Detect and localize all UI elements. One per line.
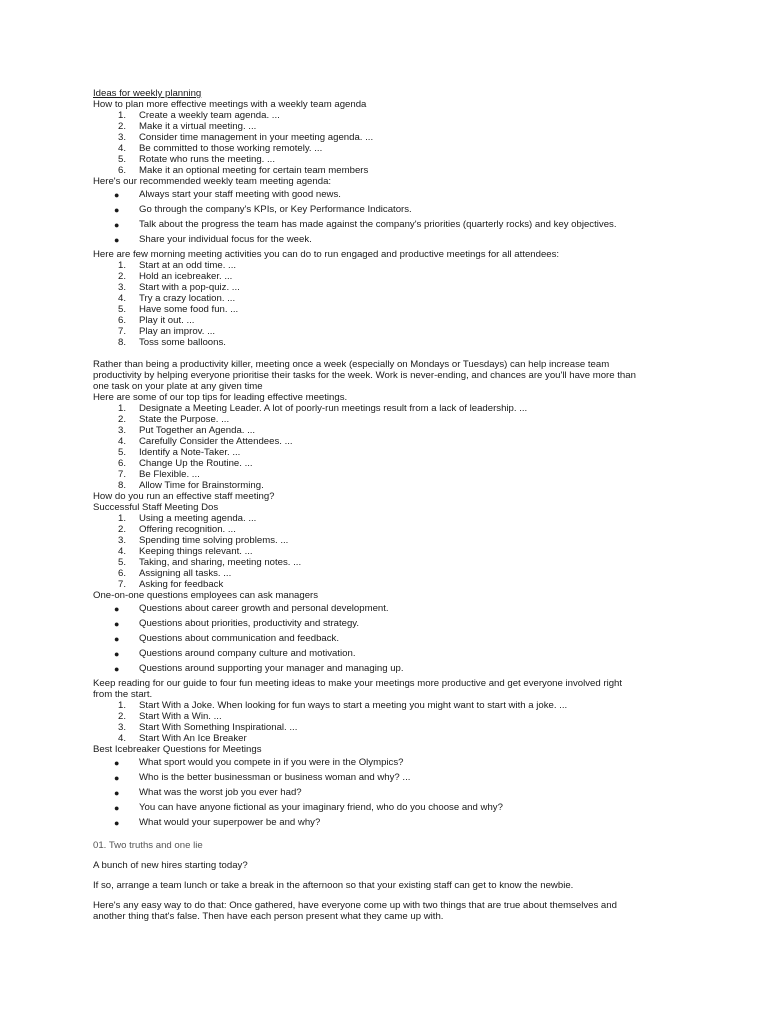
list-item-text: Identify a Note-Taker. ...	[139, 447, 241, 458]
list-item-text: Start With Something Inspirational. ...	[139, 722, 298, 733]
document-body	[93, 88, 643, 922]
list-item	[93, 154, 643, 165]
list-number: 1.	[117, 513, 126, 524]
list-item-text: Hold an icebreaker. ...	[139, 271, 233, 282]
list-item	[93, 315, 643, 326]
list-number: 2.	[117, 711, 126, 722]
list-item-text: Be Flexible. ...	[139, 469, 200, 480]
list-item-text: Carefully Consider the Attendees. ...	[139, 436, 293, 447]
list-item	[93, 326, 643, 337]
list-item-text: Have some food fun. ...	[139, 304, 239, 315]
list-number: 5.	[117, 447, 126, 458]
list-item-text: Start With An Ice Breaker	[139, 733, 247, 744]
list-number: 5.	[117, 304, 126, 315]
bullet-icon: ●	[114, 649, 120, 659]
section-heading: Best Icebreaker Questions for Meetings	[93, 744, 262, 755]
list-item-text: Spending time solving problems. ...	[139, 535, 289, 546]
list-number: 6.	[117, 165, 126, 176]
numbered-list	[93, 110, 643, 176]
list-item	[93, 110, 643, 121]
section-heading: Here are few morning meeting activities you can do to run engaged and productive meetings for all attendees:	[93, 249, 560, 260]
list-item-text: Create a weekly team agenda. ...	[139, 110, 280, 121]
list-number: 2.	[117, 271, 126, 282]
list-number: 5.	[117, 154, 126, 165]
list-item-text: Using a meeting agenda. ...	[139, 513, 257, 524]
list-number: 6.	[117, 315, 126, 326]
list-item-text: Share your individual focus for the week.	[139, 234, 312, 245]
paragraph: Here's any easy way to do that: Once gathered, have everyone come up with two things that are true about themselves and another thing that's false. Then have each person present what they came up with.	[93, 900, 617, 922]
list-item	[93, 143, 643, 154]
list-number: 1.	[117, 260, 126, 271]
list-item	[93, 524, 643, 535]
list-item-text: State the Purpose. ...	[139, 414, 230, 425]
paragraph: A bunch of new hires starting today?	[93, 860, 248, 871]
list-item-text: Keeping things relevant. ...	[139, 546, 253, 557]
list-item-text: Go through the company's KPIs, or Key Performance Indicators.	[139, 204, 412, 215]
list-item	[93, 700, 643, 711]
list-item	[93, 632, 643, 647]
list-item-text: What sport would you compete in if you were in the Olympics?	[139, 757, 404, 768]
list-item	[93, 203, 643, 218]
bullet-icon: ●	[114, 773, 120, 783]
list-item	[93, 711, 643, 722]
bullet-list	[93, 756, 643, 831]
section-heading: How do you run an effective staff meeting?	[93, 491, 275, 502]
list-item-text: Start at an odd time. ...	[139, 260, 237, 271]
list-item	[93, 165, 643, 176]
list-item	[93, 337, 643, 348]
numbered-list	[93, 403, 643, 491]
list-item	[93, 469, 643, 480]
list-item	[93, 786, 643, 801]
list-item-text: Designate a Meeting Leader. A lot of poorly-run meetings result from a lack of leadership. ...	[139, 403, 528, 414]
list-item	[93, 458, 643, 469]
list-number: 7.	[117, 469, 126, 480]
list-item	[93, 579, 643, 590]
bullet-icon: ●	[114, 604, 120, 614]
list-item-text: Put Together an Agenda. ...	[139, 425, 256, 436]
bullet-icon: ●	[114, 220, 120, 230]
section-heading: One-on-one questions employees can ask managers	[93, 590, 319, 601]
paragraph: Keep reading for our guide to four fun meeting ideas to make your meetings more productive and get everyone involved right from the start.	[93, 678, 623, 700]
list-item-text: Consider time management in your meeting agenda. ...	[139, 132, 374, 143]
list-item	[93, 121, 643, 132]
list-item	[93, 271, 643, 282]
bullet-icon: ●	[114, 619, 120, 629]
list-item	[93, 771, 643, 786]
list-number: 1.	[117, 110, 126, 121]
list-item	[93, 436, 643, 447]
list-number: 1.	[117, 403, 126, 414]
list-item-text: Asking for feedback	[139, 579, 224, 590]
list-item	[93, 480, 643, 491]
list-item-text: Change Up the Routine. ...	[139, 458, 253, 469]
list-item-text: Start With a Win. ...	[139, 711, 222, 722]
list-item-text: Talk about the progress the team has made against the company's priorities (quarterly rocks) and key objectives.	[139, 219, 617, 230]
list-item-text: Make it a virtual meeting. ...	[139, 121, 257, 132]
list-number: 2.	[117, 414, 126, 425]
list-item	[93, 425, 643, 436]
list-item-text: What would your superpower be and why?	[139, 817, 321, 828]
list-item	[93, 282, 643, 293]
list-item-text: You can have anyone fictional as your imaginary friend, who do you choose and why?	[139, 802, 503, 813]
document-sections	[93, 99, 643, 922]
list-number: 6.	[117, 458, 126, 469]
list-item-text: Allow Time for Brainstorming.	[139, 480, 264, 491]
section-heading: Successful Staff Meeting Dos	[93, 502, 219, 513]
list-number: 7.	[117, 579, 126, 590]
list-number: 1.	[117, 700, 126, 711]
list-item	[93, 535, 643, 546]
list-item	[93, 218, 643, 233]
list-item-text: Start With a Joke. When looking for fun ways to start a meeting you might want to start with a joke. ...	[139, 700, 568, 711]
list-number: 3.	[117, 425, 126, 436]
list-item-text: Who is the better businessman or business woman and why? ...	[139, 772, 411, 783]
list-item	[93, 293, 643, 304]
list-number: 4.	[117, 733, 126, 744]
numbered-list	[93, 260, 643, 348]
paragraph: Rather than being a productivity killer, meeting once a week (especially on Mondays or Tuesdays) can help increase team productivity by helping everyone prioritise their tasks for the week. Work is never-ending, and chances are you'll have more than one task on your plate at any given time	[93, 359, 636, 392]
list-item	[93, 647, 643, 662]
document-heading: Ideas for weekly planning	[93, 88, 202, 99]
list-number: 4.	[117, 143, 126, 154]
numbered-list	[93, 700, 643, 744]
list-item-text: Play an improv. ...	[139, 326, 216, 337]
spacer	[93, 348, 643, 359]
list-item	[93, 617, 643, 632]
section-heading: Here are some of our top tips for leading effective meetings.	[93, 392, 348, 403]
list-item-text: Rotate who runs the meeting. ...	[139, 154, 275, 165]
list-item-text: Questions around company culture and motivation.	[139, 648, 356, 659]
list-number: 2.	[117, 121, 126, 132]
list-item-text: Play it out. ...	[139, 315, 195, 326]
list-item-text: Questions about career growth and personal development.	[139, 603, 389, 614]
list-item-text: Questions around supporting your manager and managing up.	[139, 663, 404, 674]
section-heading: Here's our recommended weekly team meeting agenda:	[93, 176, 332, 187]
list-item-text: Start with a pop-quiz. ...	[139, 282, 240, 293]
list-item-text: Questions about priorities, productivity and strategy.	[139, 618, 360, 629]
list-item	[93, 568, 643, 579]
list-item-text: Questions about communication and feedback.	[139, 633, 339, 644]
list-item	[93, 304, 643, 315]
list-number: 3.	[117, 535, 126, 546]
paragraph: If so, arrange a team lunch or take a break in the afternoon so that your existing staff can get to know the newbie.	[93, 880, 574, 891]
list-number: 3.	[117, 282, 126, 293]
bullet-icon: ●	[114, 818, 120, 828]
list-item	[93, 447, 643, 458]
bullet-list	[93, 188, 643, 248]
list-item	[93, 602, 643, 617]
list-item	[93, 132, 643, 143]
list-item	[93, 557, 643, 568]
list-number: 8.	[117, 337, 126, 348]
bullet-icon: ●	[114, 634, 120, 644]
bullet-icon: ●	[114, 788, 120, 798]
section-subheading: 01. Two truths and one lie	[93, 840, 203, 851]
list-item-text: Try a crazy location. ...	[139, 293, 236, 304]
list-item	[93, 233, 643, 248]
bullet-icon: ●	[114, 758, 120, 768]
list-item	[93, 722, 643, 733]
list-number: 4.	[117, 546, 126, 557]
list-number: 4.	[117, 436, 126, 447]
list-number: 3.	[117, 132, 126, 143]
list-item	[93, 513, 643, 524]
list-number: 2.	[117, 524, 126, 535]
list-number: 5.	[117, 557, 126, 568]
list-number: 4.	[117, 293, 126, 304]
bullet-list	[93, 602, 643, 677]
list-item-text: What was the worst job you ever had?	[139, 787, 302, 798]
list-number: 8.	[117, 480, 126, 491]
list-item	[93, 816, 643, 831]
section-heading: How to plan more effective meetings with a weekly team agenda	[93, 99, 367, 110]
list-number: 3.	[117, 722, 126, 733]
list-item	[93, 756, 643, 771]
bullet-icon: ●	[114, 664, 120, 674]
list-number: 6.	[117, 568, 126, 579]
list-item	[93, 733, 643, 744]
list-item	[93, 403, 643, 414]
list-item-text: Always start your staff meeting with good news.	[139, 189, 341, 200]
list-number: 7.	[117, 326, 126, 337]
list-item	[93, 188, 643, 203]
list-item-text: Taking, and sharing, meeting notes. ...	[139, 557, 302, 568]
list-item	[93, 414, 643, 425]
list-item-text: Offering recognition. ...	[139, 524, 236, 535]
list-item	[93, 546, 643, 557]
list-item-text: Be committed to those working remotely. ...	[139, 143, 323, 154]
list-item-text: Assigning all tasks. ...	[139, 568, 232, 579]
bullet-icon: ●	[114, 190, 120, 200]
bullet-icon: ●	[114, 235, 120, 245]
list-item-text: Make it an optional meeting for certain team members	[139, 165, 369, 176]
list-item	[93, 260, 643, 271]
list-item	[93, 662, 643, 677]
numbered-list	[93, 513, 643, 590]
bullet-icon: ●	[114, 803, 120, 813]
bullet-icon: ●	[114, 205, 120, 215]
list-item	[93, 801, 643, 816]
list-item-text: Toss some balloons.	[139, 337, 226, 348]
